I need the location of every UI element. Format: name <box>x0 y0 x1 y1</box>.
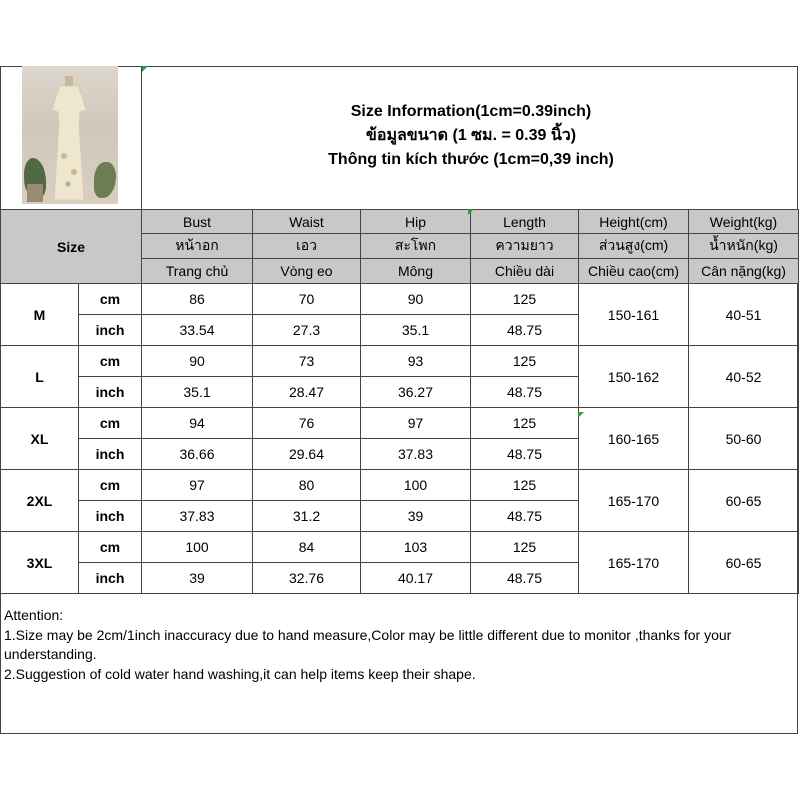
col-hip-en: Hip <box>361 210 471 234</box>
hip-inch: 40.17 <box>361 563 471 594</box>
unit-label: cm <box>79 346 142 377</box>
waist-cm: 70 <box>253 284 361 315</box>
table-row <box>1 284 799 315</box>
col-height-en: Height(cm) <box>579 210 689 234</box>
attention-heading: Attention: <box>4 607 64 623</box>
length-inch: 48.75 <box>471 377 579 408</box>
hip-inch: 37.83 <box>361 439 471 470</box>
hip-inch: 39 <box>361 501 471 532</box>
col-length-th: ความยาว <box>471 234 579 259</box>
waist-inch: 29.64 <box>253 439 361 470</box>
bust-cm: 90 <box>142 346 253 377</box>
hip-cm: 103 <box>361 532 471 563</box>
unit-label: cm <box>79 284 142 315</box>
title-vietnamese: Thông tin kích thước (1cm=0,39 inch) <box>328 151 614 168</box>
col-weight-vi: Cân nặng(kg) <box>689 259 799 284</box>
size-label: 2XL <box>1 470 79 532</box>
length-inch: 48.75 <box>471 501 579 532</box>
col-waist-en: Waist <box>253 210 361 234</box>
table-row <box>1 346 799 377</box>
height-range: 150-162 <box>579 346 689 408</box>
unit-label: cm <box>79 470 142 501</box>
header-row-english <box>1 210 799 234</box>
waist-cm: 80 <box>253 470 361 501</box>
col-weight-th: น้ำหนัก(kg) <box>689 234 799 259</box>
attention-note-2: 2.Suggestion of cold water hand washing,it can help items keep their shape. <box>4 665 476 682</box>
size-label: L <box>1 346 79 408</box>
length-cm: 125 <box>471 346 579 377</box>
col-hip-th: สะโพก <box>361 234 471 259</box>
height-range: 165-170 <box>579 532 689 594</box>
size-label: XL <box>1 408 79 470</box>
attention-note-1: 1.Size may be 2cm/1inch inaccuracy due to hand measure,Color may be little different due to monitor ,thanks for your understanding. <box>4 626 732 662</box>
length-inch: 48.75 <box>471 439 579 470</box>
col-length-en: Length <box>471 210 579 234</box>
title-english: Size Information(1cm=0.39inch) <box>350 103 592 120</box>
bust-inch: 36.66 <box>142 439 253 470</box>
hip-cm: 97 <box>361 408 471 439</box>
unit-label: inch <box>79 377 142 408</box>
plant-leaves-right <box>94 162 116 198</box>
hip-inch: 35.1 <box>361 315 471 346</box>
col-height-vi: Chiều cao(cm) <box>579 259 689 284</box>
attention-notes <box>4 606 794 684</box>
length-cm: 125 <box>471 532 579 563</box>
hip-cm: 100 <box>361 470 471 501</box>
col-length-vi: Chiều dài <box>471 259 579 284</box>
size-header: Size <box>1 210 142 284</box>
weight-range: 40-51 <box>689 284 799 346</box>
bust-inch: 33.54 <box>142 315 253 346</box>
length-cm: 125 <box>471 470 579 501</box>
plant-pot <box>27 184 43 202</box>
unit-label: cm <box>79 408 142 439</box>
bust-cm: 97 <box>142 470 253 501</box>
waist-inch: 28.47 <box>253 377 361 408</box>
unit-label: inch <box>79 501 142 532</box>
length-inch: 48.75 <box>471 315 579 346</box>
weight-range: 60-65 <box>689 470 799 532</box>
length-cm: 125 <box>471 408 579 439</box>
unit-label: inch <box>79 563 142 594</box>
waist-inch: 32.76 <box>253 563 361 594</box>
waist-inch: 31.2 <box>253 501 361 532</box>
unit-label: cm <box>79 532 142 563</box>
col-bust-en: Bust <box>142 210 253 234</box>
col-weight-en: Weight(kg) <box>689 210 799 234</box>
waist-cm: 84 <box>253 532 361 563</box>
col-waist-th: เอว <box>253 234 361 259</box>
bust-cm: 86 <box>142 284 253 315</box>
bust-cm: 100 <box>142 532 253 563</box>
col-bust-th: หน้าอก <box>142 234 253 259</box>
height-range: 160-165 <box>579 408 689 470</box>
bust-inch: 35.1 <box>142 377 253 408</box>
unit-label: inch <box>79 315 142 346</box>
height-range: 165-170 <box>579 470 689 532</box>
product-photo <box>22 66 118 204</box>
col-waist-vi: Vòng eo <box>253 259 361 284</box>
bust-inch: 39 <box>142 563 253 594</box>
hip-cm: 90 <box>361 284 471 315</box>
col-hip-vi: Mông <box>361 259 471 284</box>
length-cm: 125 <box>471 284 579 315</box>
size-information-title <box>142 100 800 172</box>
table-row <box>1 532 799 563</box>
table-row <box>1 408 799 439</box>
weight-range: 40-52 <box>689 346 799 408</box>
bust-inch: 37.83 <box>142 501 253 532</box>
waist-inch: 27.3 <box>253 315 361 346</box>
col-bust-vi: Trang chủ <box>142 259 253 284</box>
dress-figure <box>48 76 90 200</box>
title-thai: ข้อมูลขนาด (1 ซม. = 0.39 นิ้ว) <box>365 127 577 144</box>
hip-cm: 93 <box>361 346 471 377</box>
weight-range: 50-60 <box>689 408 799 470</box>
table-row <box>1 470 799 501</box>
bust-cm: 94 <box>142 408 253 439</box>
corner-marker <box>142 66 148 72</box>
col-height-th: ส่วนสูง(cm) <box>579 234 689 259</box>
corner-marker <box>468 209 474 215</box>
size-label: 3XL <box>1 532 79 594</box>
waist-cm: 73 <box>253 346 361 377</box>
corner-marker <box>578 412 584 418</box>
weight-range: 60-65 <box>689 532 799 594</box>
size-label: M <box>1 284 79 346</box>
hip-inch: 36.27 <box>361 377 471 408</box>
unit-label: inch <box>79 439 142 470</box>
height-range: 150-161 <box>579 284 689 346</box>
waist-cm: 76 <box>253 408 361 439</box>
length-inch: 48.75 <box>471 563 579 594</box>
size-table <box>0 209 799 594</box>
